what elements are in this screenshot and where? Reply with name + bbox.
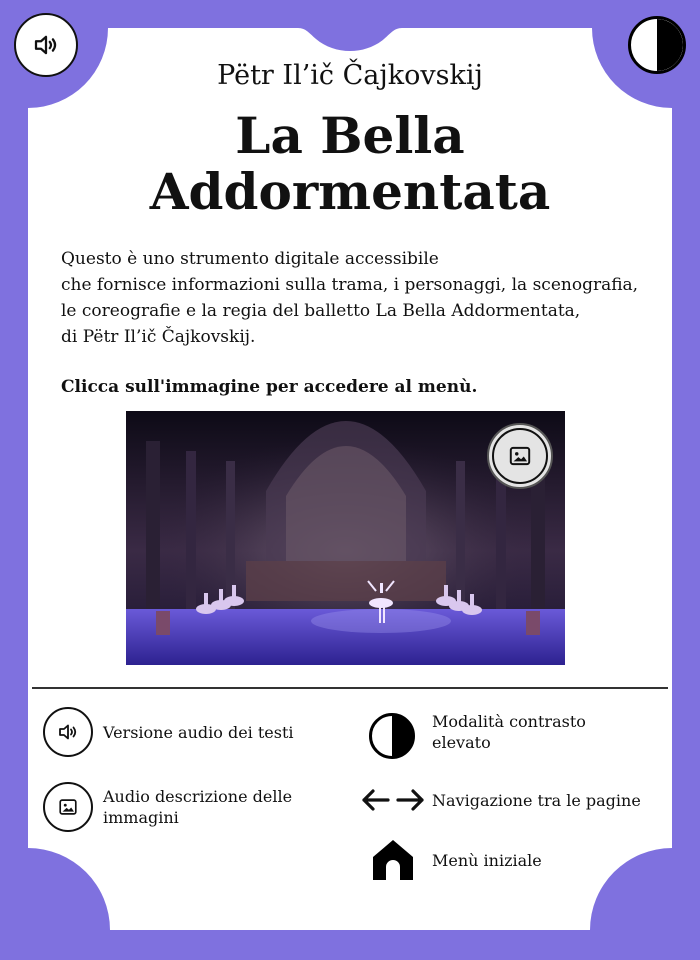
legend-contrast-text-line-2: elevato: [432, 733, 491, 752]
legend-image-text: [103, 786, 292, 828]
legend-contrast-text-line-1: Modalità contrasto: [432, 712, 586, 731]
composer-name: Pëtr Il’ič Čajkovskij: [217, 60, 483, 91]
legend-audio-badge: [43, 707, 93, 757]
page-title: [0, 108, 700, 220]
legend-contrast: [368, 712, 586, 760]
legend-image-badge: [43, 782, 93, 832]
legend-image-text-line-1: Audio descrizione delle: [103, 787, 293, 806]
intro-line-3: le coreografie e la regia del balletto La Bella Addormentata,: [61, 301, 581, 321]
image-description-button[interactable]: [487, 423, 553, 489]
legend-home-text: Menù iniziale: [432, 850, 542, 870]
speaker-icon: [56, 720, 80, 744]
title-line-2: Addormentata: [149, 162, 551, 221]
divider: [32, 687, 668, 689]
legend-image-text-line-2: immagini: [103, 808, 179, 827]
legend-home: [371, 838, 542, 882]
legend-audio-text: Versione audio dei testi: [103, 722, 294, 742]
intro-line-4: di Pëtr Il’ič Čajkovskij.: [61, 327, 256, 347]
title-line-1: La Bella: [235, 106, 465, 165]
legend-image-description: [43, 782, 292, 832]
home-icon: [371, 838, 415, 882]
intro-line-2: che fornisce informazioni sulla trama, i personaggi, la scenografia,: [61, 275, 639, 295]
image-description-icon: [507, 443, 533, 469]
intro-line-1: Questo è uno strumento digitale accessibile: [61, 249, 439, 269]
ballet-stage-image[interactable]: [126, 411, 565, 665]
arrows-icon: [360, 786, 424, 814]
legend-navigation-text: Navigazione tra le pagine: [432, 790, 641, 810]
menu-instruction: Clicca sull'immagine per accedere al menù.: [61, 377, 478, 397]
intro-text: [61, 246, 661, 350]
contrast-icon: [368, 712, 416, 760]
legend-audio: [43, 707, 294, 757]
image-description-icon: [57, 796, 79, 818]
legend-navigation: [360, 786, 641, 814]
speaker-icon: [31, 30, 61, 60]
legend-contrast-text: [432, 711, 586, 753]
